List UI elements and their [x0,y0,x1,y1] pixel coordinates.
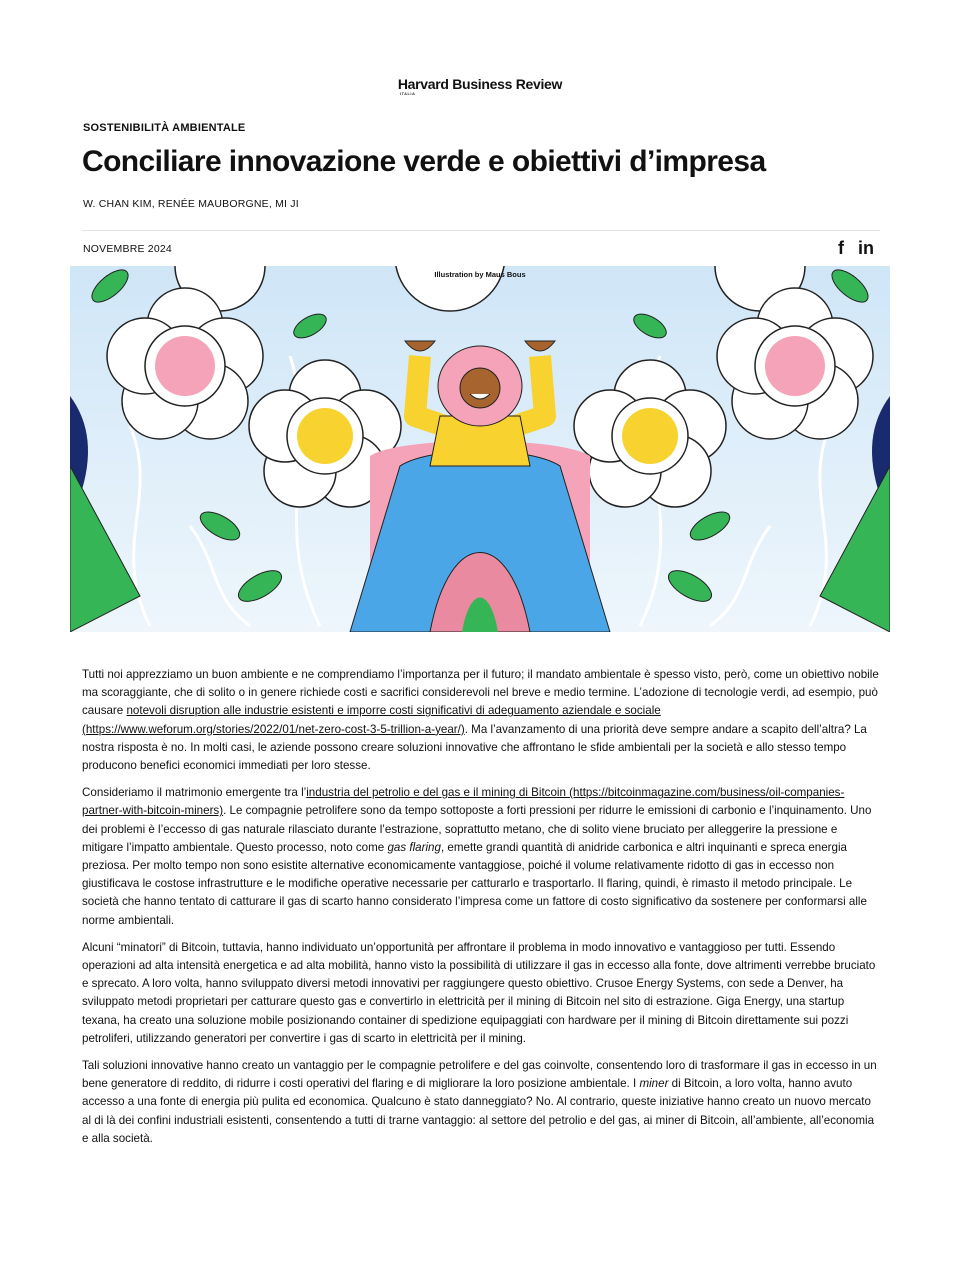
logo-edition: ITALIA [399,91,416,96]
p1-text-b: . Ma l’avanzamento di una priorità deve sempre andare a scapito dell’altra? La nostra risposta è no. In molti casi, le aziende possono creare soluzioni innovative che affrontano le sfide ambientali per la società e allo stesso tempo producono benefici economici immediati per loro stesse. [82,722,867,773]
page-title: Conciliare innovazione verde e obiettivi d’impresa [82,145,766,178]
hero-illustration [70,266,890,632]
paragraph-2 [82,784,880,930]
divider [82,230,880,231]
publication-date: NOVEMBRE 2024 [83,243,172,255]
p2-text-b: . Le compagnie petrolifere sono da tempo sottoposte a forti pressioni per ridurre le emissioni di carbonio e l’inquinamento. Uno dei problemi è l’eccesso di gas naturale rilasciato durante l’estrazione, soprattutto metano, che di solito viene bruciato per alleggerire la pressione e mitigare l’impatto ambientale. Questo processo, noto come [82,804,872,854]
masthead [0,76,960,94]
p1-link[interactable]: notevoli disruption alle industrie esistenti e imporre costi significativi di adeguamento aziendale e sociale (https://www.weforum.org/stories/2022/01/net-zero-cost-3-5-trillion-a-year/) [82,704,661,736]
paragraph-4 [82,1057,880,1148]
paragraph-3: Alcuni “minatori” di Bitcoin, tuttavia, hanno individuato un’opportunità per affrontare il problema in modo innovativo e vantaggioso per tutti. Essendo operazioni ad alta intensità energetica e ad alta mobilità, hanno visto la possibilità di utilizzare il gas in eccesso alla fonte, dove altrimenti verrebbe bruciato e sprecato. A loro volta, hanno sviluppato diversi metodi innovativi per raggiungere questo obiettivo. Crusoe Energy Systems, con sede a Denver, ha sviluppato metodi proprietari per catturare questo gas e convertirlo in elettricità per il mining di Bitcoin nel sito di estrazione. Giga Energy, una startup texana, ha creato una soluzione mobile posizionando container di spedizione equipaggiati con hardware per il mining di Bitcoin direttamente sui pozzi petroliferi, utilizzando generatori per convertire i gas di scarto in elettricità per il mining. [82,940,876,1045]
section-label[interactable]: SOSTENIBILITÀ AMBIENTALE [83,122,246,134]
article-body [82,666,880,1157]
logo-text: Harvard Business Review [397,76,563,92]
p2-text-a: Consideriamo il matrimonio emergente tra l’ [82,786,307,800]
linkedin-icon[interactable]: in [858,238,874,258]
p2-emphasis: gas flaring [387,840,441,854]
p2-link[interactable]: industria del petrolio e del gas e il mining di Bitcoin (https://bitcoinmagazine.com/business/oil-companies-partner-with-bitcoin-miners) [82,786,845,818]
facebook-icon[interactable]: f [838,238,844,258]
hero-svg [70,266,890,632]
p4-emphasis: miner [639,1077,669,1091]
authors: W. CHAN KIM, RENÉE MAUBORGNE, MI JI [83,198,299,210]
p4-text-b: di Bitcoin, a loro volta, hanno avuto accesso a una fonte di energia più pulita ed economica. Qualcuno è stato danneggiato? No. Al contrario, queste iniziative hanno creato un nuovo mercato al di là dei confini industriali esistenti, consentendo a tutti di trarne vantaggio: al settore del petrolio e del gas, ai miner di Bitcoin, all’ambiente, all’economia e alla società. [82,1077,875,1145]
p1-text-a: Tutti noi apprezziamo un buon ambiente e ne comprendiamo l’importanza per il futuro; il mandato ambientale è spesso visto, però, come un obiettivo nobile ma scoraggiante, che di solito o in genere richiede costi e sacrifici considerevoli nel breve e medio termine. L’adozione di tecnologie verdi, ad esempio, può causare [82,668,879,718]
illustration-credit: Illustration by Maus Bous [434,270,526,279]
p4-text-a: Tali soluzioni innovative hanno creato un vantaggio per le compagnie petrolifere e del gas coinvolte, consentendo loro di trasformare il gas in eccesso in un bene generatore di reddito, di ridurre i costi operativi del flaring e di migliorare la loro posizione ambientale. I [82,1059,877,1091]
share-bar [838,238,874,258]
hbr-logo[interactable] [397,76,563,96]
p2-text-c: , emette grandi quantità di anidride carbonica e altri inquinanti e spreca energia preziosa. Per molto tempo non sono esistite alternative economicamente vantaggiose, poiché il volume relativamente ridotto di gas in eccesso non giustificava le costose infrastrutture e le modifiche operative necessarie per catturarlo e trasportarlo. Il flaring, quindi, è rimasto il metodo principale. Le società che hanno tentato di catturare il gas di scarto hanno considerato l’impresa come un fattore di costo significativo da sostenere per conformarsi alle norme ambientali. [82,840,867,927]
paragraph-1 [82,666,880,775]
